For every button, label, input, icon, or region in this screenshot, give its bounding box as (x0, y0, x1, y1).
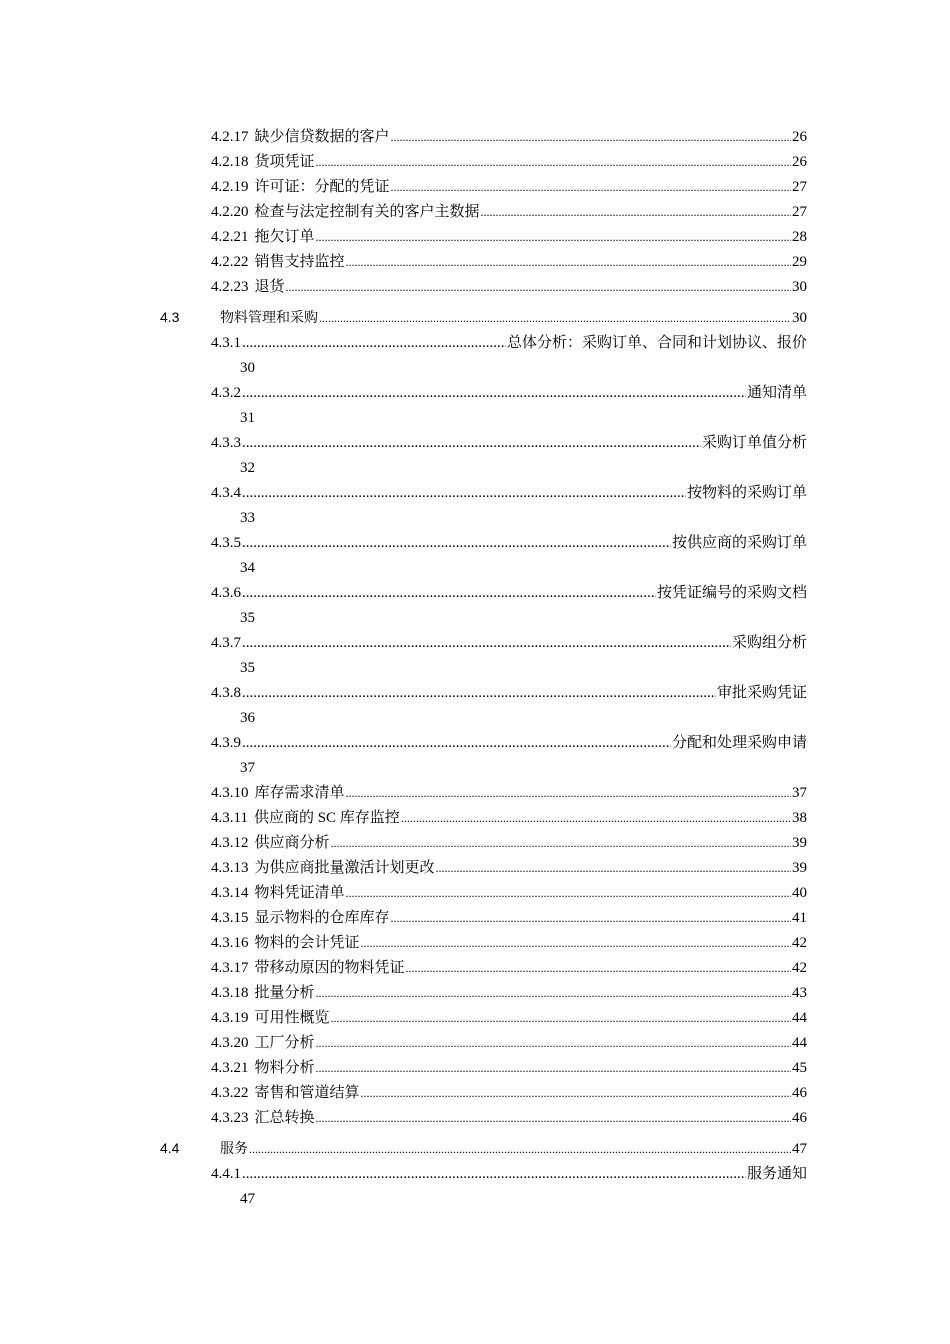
toc-entry-number: 4.3.9 (211, 735, 241, 751)
dot-leader (346, 783, 791, 803)
toc-entry[interactable] (211, 433, 807, 453)
toc-entry-title: 按供应商的采购订单 (671, 535, 807, 551)
toc-entry-number: 4.3.14 (211, 885, 249, 901)
toc-entry-page: 43 (792, 985, 807, 1001)
toc-entry[interactable] (211, 152, 807, 172)
toc-entry[interactable] (211, 733, 807, 753)
toc-entry-number: 4.2.18 (211, 154, 249, 170)
toc-entry-title: 为供应商批量激活计划更改 (254, 860, 435, 876)
toc-entry-page: 27 (792, 179, 807, 195)
toc-entry-number: 4.3.6 (211, 585, 241, 601)
toc-entry-number: 4.3.23 (211, 1110, 249, 1126)
toc-entry-page: 46 (792, 1085, 807, 1101)
toc-entry[interactable] (211, 983, 807, 1003)
toc-entry-number: 4.3.1 (211, 335, 241, 351)
toc-entry-number: 4.3.10 (211, 785, 249, 801)
toc-entry[interactable] (211, 683, 807, 703)
toc-entry-title: 货项凭证 (254, 154, 315, 170)
toc-entry-page: 38 (792, 810, 807, 826)
toc-entry-number: 4.4.1 (211, 1166, 241, 1182)
toc-entry-page: 27 (792, 204, 807, 220)
dot-leader (316, 227, 791, 247)
toc-entry-page: 46 (792, 1110, 807, 1126)
toc-entry-title: 采购组分析 (731, 635, 807, 651)
dot-leader (406, 958, 791, 978)
toc-entry-title: 服务通知 (746, 1166, 807, 1182)
toc-entry[interactable] (211, 1033, 807, 1053)
toc-entry-page: 42 (792, 935, 807, 951)
toc-entry-page: 44 (792, 1010, 807, 1026)
toc-entry[interactable] (211, 633, 807, 653)
toc-entry-title: 检查与法定控制有关的客户主数据 (254, 204, 480, 220)
toc-entry[interactable] (211, 533, 807, 553)
toc-entry[interactable] (211, 783, 807, 803)
toc-entry-title: 通知清单 (746, 385, 807, 401)
toc-entry-title: 批量分析 (254, 985, 315, 1001)
dot-leader (242, 1164, 746, 1184)
toc-entry-number: 4.3.17 (211, 960, 249, 976)
toc-entry-number: 4.2.21 (211, 229, 249, 245)
toc-entry-number: 4.3.20 (211, 1035, 249, 1051)
toc-entry[interactable] (211, 1083, 807, 1103)
toc-entry-page: 47 (240, 1191, 255, 1207)
toc-entry[interactable] (160, 307, 807, 327)
toc-entry-number: 4.3.3 (211, 435, 241, 451)
toc-entry-title: 按凭证编号的采购文档 (656, 585, 807, 601)
toc-entry-number: 4.3.21 (211, 1060, 249, 1076)
toc-entry-page: 39 (792, 835, 807, 851)
toc-entry-number: 4.3.8 (211, 685, 241, 701)
dot-leader (316, 1058, 791, 1078)
toc-entry-title: 物料的会计凭证 (254, 935, 360, 951)
dot-leader (242, 533, 671, 553)
toc-entry-number: 4.3.16 (211, 935, 249, 951)
dot-leader (242, 483, 686, 503)
toc-entry-page: 29 (792, 254, 807, 270)
dot-leader (361, 1083, 791, 1103)
toc-entry-number: 4.3.12 (211, 835, 249, 851)
toc-entry[interactable] (211, 333, 807, 353)
toc-entry-number: 4.3.19 (211, 1010, 249, 1026)
dot-leader (242, 633, 731, 653)
toc-entry-title: 按物料的采购订单 (686, 485, 807, 501)
toc-entry[interactable] (211, 858, 807, 878)
toc-entry[interactable] (211, 252, 807, 272)
toc-entry-title: 物料凭证清单 (254, 885, 345, 901)
dot-leader (436, 858, 791, 878)
toc-entry-page: 39 (792, 860, 807, 876)
toc-entry-title: 物料分析 (254, 1060, 315, 1076)
toc-entry-number: 4.2.22 (211, 254, 249, 270)
dot-leader (316, 1033, 791, 1053)
toc-entry-title: 供应商的 SC 库存监控 (253, 810, 400, 826)
toc-entry-page: 41 (792, 910, 807, 926)
toc-entry[interactable] (211, 227, 807, 247)
toc-entry-page: 34 (240, 560, 255, 576)
toc-entry-title: 缺少信贷数据的客户 (254, 129, 390, 145)
toc-entry-page: 32 (240, 460, 255, 476)
toc-entry-title: 寄售和管道结算 (254, 1085, 360, 1101)
toc-entry-page: 47 (792, 1141, 807, 1157)
dot-leader (391, 177, 791, 197)
toc-entry-number: 4.4 (160, 1140, 180, 1156)
toc-entry-number: 4.3.11 (211, 810, 248, 826)
toc-entry[interactable] (211, 583, 807, 603)
toc-entry-title: 工厂分析 (254, 1035, 315, 1051)
dot-leader (331, 833, 791, 853)
toc-entry-page: 45 (792, 1060, 807, 1076)
toc-entry[interactable] (211, 933, 807, 953)
toc-entry-title: 审批采购凭证 (716, 685, 807, 701)
dot-leader (249, 1139, 791, 1159)
toc-entry-number: 4.3 (160, 309, 180, 325)
dot-leader (346, 252, 791, 272)
toc-entry-title: 可用性概览 (254, 1010, 330, 1026)
toc-entry[interactable] (211, 202, 807, 222)
toc-entry-page: 40 (792, 885, 807, 901)
dot-leader (331, 1008, 791, 1028)
dot-leader (391, 127, 791, 147)
dot-leader (401, 808, 791, 828)
toc-entry-number: 4.3.18 (211, 985, 249, 1001)
toc-entry-title: 供应商分析 (254, 835, 330, 851)
toc-entry-number: 4.3.13 (211, 860, 249, 876)
toc-entry[interactable] (211, 277, 807, 297)
dot-leader (316, 1108, 791, 1128)
toc-entry-title: 库存需求清单 (254, 785, 345, 801)
toc-entry-number: 4.3.5 (211, 535, 241, 551)
dot-leader (361, 933, 791, 953)
dot-leader (346, 883, 791, 903)
toc-entry-title: 退货 (254, 279, 285, 295)
toc-entry-title: 总体分析：采购订单、合同和计划协议、报价 (506, 335, 807, 351)
dot-leader (242, 333, 506, 353)
toc-entry-page: 30 (792, 279, 807, 295)
toc-entry-number: 4.3.15 (211, 910, 249, 926)
toc-entry-number: 4.2.20 (211, 204, 249, 220)
toc-entry-title: 拖欠订单 (254, 229, 315, 245)
toc-entry-page: 31 (240, 410, 255, 426)
dot-leader (481, 202, 791, 222)
toc-entry-page: 35 (240, 610, 255, 626)
dot-leader (242, 733, 671, 753)
toc-entry-page: 26 (792, 129, 807, 145)
toc-entry-page: 37 (240, 760, 255, 776)
toc-entry-number: 4.2.23 (211, 279, 249, 295)
toc-entry-page: 44 (792, 1035, 807, 1051)
toc-entry[interactable] (211, 808, 807, 828)
toc-entry-number: 4.2.19 (211, 179, 249, 195)
toc-entry-page: 26 (792, 154, 807, 170)
toc-entry[interactable] (211, 1108, 807, 1128)
toc-entry[interactable] (211, 483, 807, 503)
toc-entry[interactable] (211, 833, 807, 853)
toc-entry-number: 4.3.22 (211, 1085, 249, 1101)
toc-entry-page: 42 (792, 960, 807, 976)
toc-entry[interactable] (211, 1008, 807, 1028)
toc-entry-number: 4.3.2 (211, 385, 241, 401)
dot-leader (242, 433, 701, 453)
dot-leader (316, 152, 791, 172)
toc-entry-title: 服务 (220, 1142, 248, 1157)
toc-entry-page: 35 (240, 660, 255, 676)
dot-leader (242, 383, 746, 403)
toc-entry-page: 37 (792, 785, 807, 801)
dot-leader (242, 683, 716, 703)
toc-entry-title: 分配和处理采购申请 (671, 735, 807, 751)
toc-entry-page: 33 (240, 510, 255, 526)
toc-entry-title: 带移动原因的物料凭证 (254, 960, 405, 976)
toc-entry-number: 4.3.4 (211, 485, 241, 501)
toc-entry-title: 销售支持监控 (254, 254, 345, 270)
toc-entry-title: 采购订单值分析 (701, 435, 807, 451)
dot-leader (286, 277, 791, 297)
dot-leader (316, 983, 791, 1003)
toc-entry-page: 30 (792, 310, 807, 326)
dot-leader (391, 908, 791, 928)
toc-entry[interactable] (211, 908, 807, 928)
toc-entry-page: 30 (240, 360, 255, 376)
toc-entry[interactable] (211, 1058, 807, 1078)
toc-entry-page: 36 (240, 710, 255, 726)
toc-entry[interactable] (211, 1164, 807, 1184)
toc-entry-title: 许可证：分配的凭证 (254, 179, 390, 195)
toc-entry[interactable] (211, 127, 807, 147)
toc-entry[interactable] (211, 883, 807, 903)
toc-entry-number: 4.3.7 (211, 635, 241, 651)
dot-leader (242, 583, 656, 603)
toc-entry[interactable] (211, 177, 807, 197)
toc-entry[interactable] (211, 958, 807, 978)
toc-entry-title: 显示物料的仓库库存 (254, 910, 390, 926)
toc-entry[interactable] (160, 1138, 807, 1158)
toc-entry[interactable] (211, 383, 807, 403)
toc-entry-number: 4.2.17 (211, 129, 249, 145)
toc-entry-page: 28 (792, 229, 807, 245)
toc-entry-title: 物料管理和采购 (220, 311, 318, 326)
dot-leader (319, 308, 791, 328)
toc-entry-title: 汇总转换 (254, 1110, 315, 1126)
